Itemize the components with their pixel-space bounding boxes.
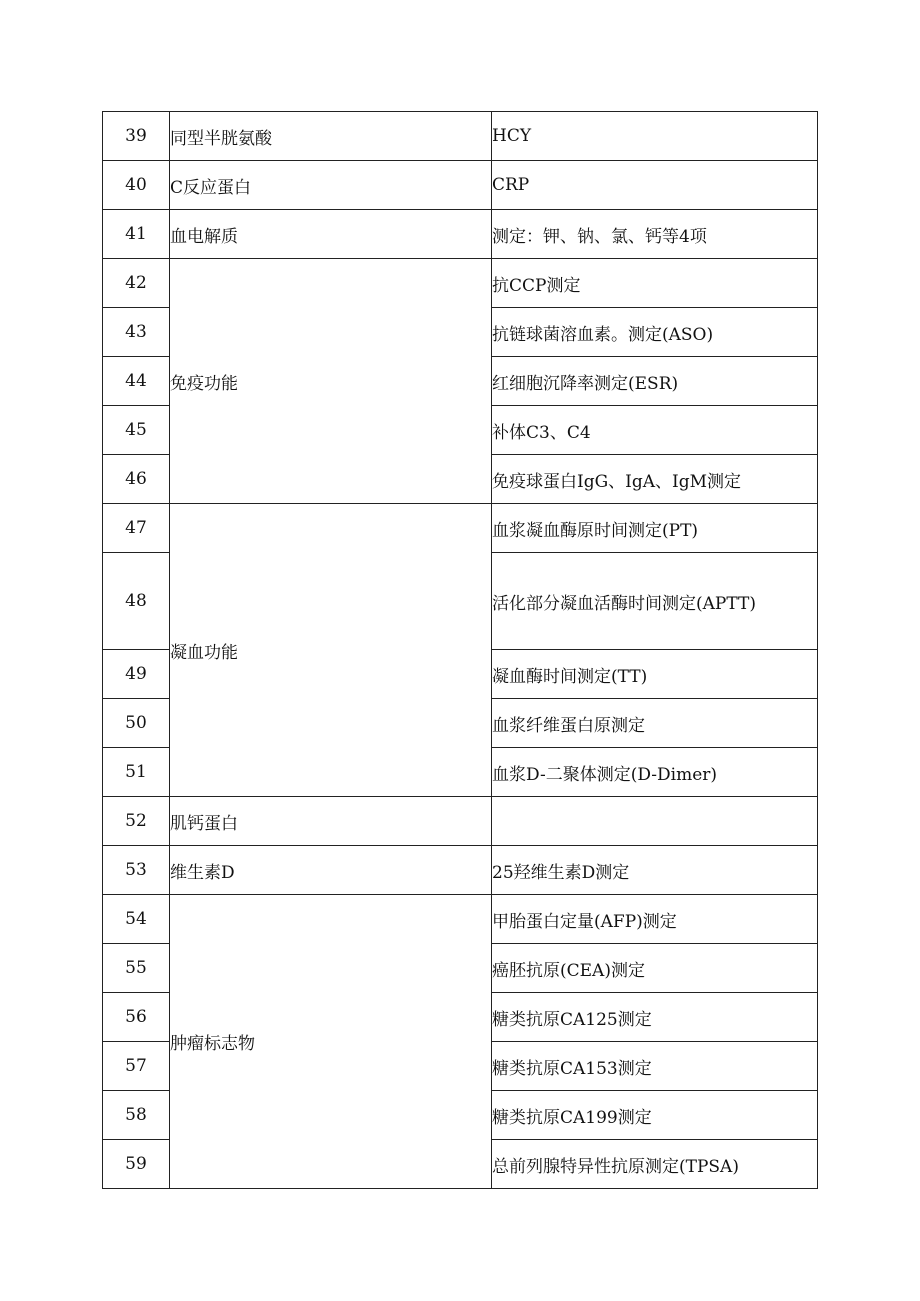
item-cell: 抗链球菌溶血素。测定(ASO) xyxy=(492,308,818,357)
row-number: 49 xyxy=(103,650,170,699)
row-number: 59 xyxy=(103,1140,170,1189)
table-row xyxy=(103,210,818,259)
row-number: 46 xyxy=(103,455,170,504)
row-number: 47 xyxy=(103,504,170,553)
item-cell: 糖类抗原CA153测定 xyxy=(492,1042,818,1091)
category-cell: 凝血功能 xyxy=(170,504,492,797)
item-cell: HCY xyxy=(492,112,818,161)
item-cell: 血浆D-二聚体测定(D-Dimer) xyxy=(492,748,818,797)
item-cell: 红细胞沉降率测定(ESR) xyxy=(492,357,818,406)
row-number: 55 xyxy=(103,944,170,993)
table-row xyxy=(103,895,818,944)
item-cell: 糖类抗原CA125测定 xyxy=(492,993,818,1042)
row-number: 54 xyxy=(103,895,170,944)
item-cell xyxy=(492,797,818,846)
row-number: 43 xyxy=(103,308,170,357)
exam-items-table xyxy=(102,111,818,1189)
row-number: 42 xyxy=(103,259,170,308)
table-row xyxy=(103,112,818,161)
item-cell: 活化部分凝血活酶时间测定(APTT) xyxy=(492,553,818,650)
table-row xyxy=(103,161,818,210)
category-cell: 血电解质 xyxy=(170,210,492,259)
item-cell: 血浆凝血酶原时间测定(PT) xyxy=(492,504,818,553)
item-cell: 测定：钾、钠、氯、钙等4项 xyxy=(492,210,818,259)
row-number: 53 xyxy=(103,846,170,895)
item-cell: 免疫球蛋白IgG、IgA、IgM测定 xyxy=(492,455,818,504)
row-number: 40 xyxy=(103,161,170,210)
row-number: 39 xyxy=(103,112,170,161)
item-cell: 补体C3、C4 xyxy=(492,406,818,455)
item-cell: 凝血酶时间测定(TT) xyxy=(492,650,818,699)
item-cell: 总前列腺特异性抗原测定(TPSA) xyxy=(492,1140,818,1189)
row-number: 51 xyxy=(103,748,170,797)
category-cell: 免疫功能 xyxy=(170,259,492,504)
row-number: 48 xyxy=(103,553,170,650)
row-number: 57 xyxy=(103,1042,170,1091)
row-number: 52 xyxy=(103,797,170,846)
category-cell: 肿瘤标志物 xyxy=(170,895,492,1189)
item-cell: 甲胎蛋白定量(AFP)测定 xyxy=(492,895,818,944)
category-cell: 同型半胱氨酸 xyxy=(170,112,492,161)
item-cell: CRP xyxy=(492,161,818,210)
item-cell: 癌胚抗原(CEA)测定 xyxy=(492,944,818,993)
item-cell: 血浆纤维蛋白原测定 xyxy=(492,699,818,748)
category-cell: 维生素D xyxy=(170,846,492,895)
table-row xyxy=(103,504,818,553)
category-cell: C反应蛋白 xyxy=(170,161,492,210)
item-cell: 糖类抗原CA199测定 xyxy=(492,1091,818,1140)
table-row xyxy=(103,797,818,846)
item-cell: 抗CCP测定 xyxy=(492,259,818,308)
row-number: 58 xyxy=(103,1091,170,1140)
row-number: 44 xyxy=(103,357,170,406)
row-number: 50 xyxy=(103,699,170,748)
category-cell: 肌钙蛋白 xyxy=(170,797,492,846)
item-cell: 25羟维生素D测定 xyxy=(492,846,818,895)
row-number: 56 xyxy=(103,993,170,1042)
table-row xyxy=(103,259,818,308)
row-number: 45 xyxy=(103,406,170,455)
row-number: 41 xyxy=(103,210,170,259)
table-row xyxy=(103,846,818,895)
